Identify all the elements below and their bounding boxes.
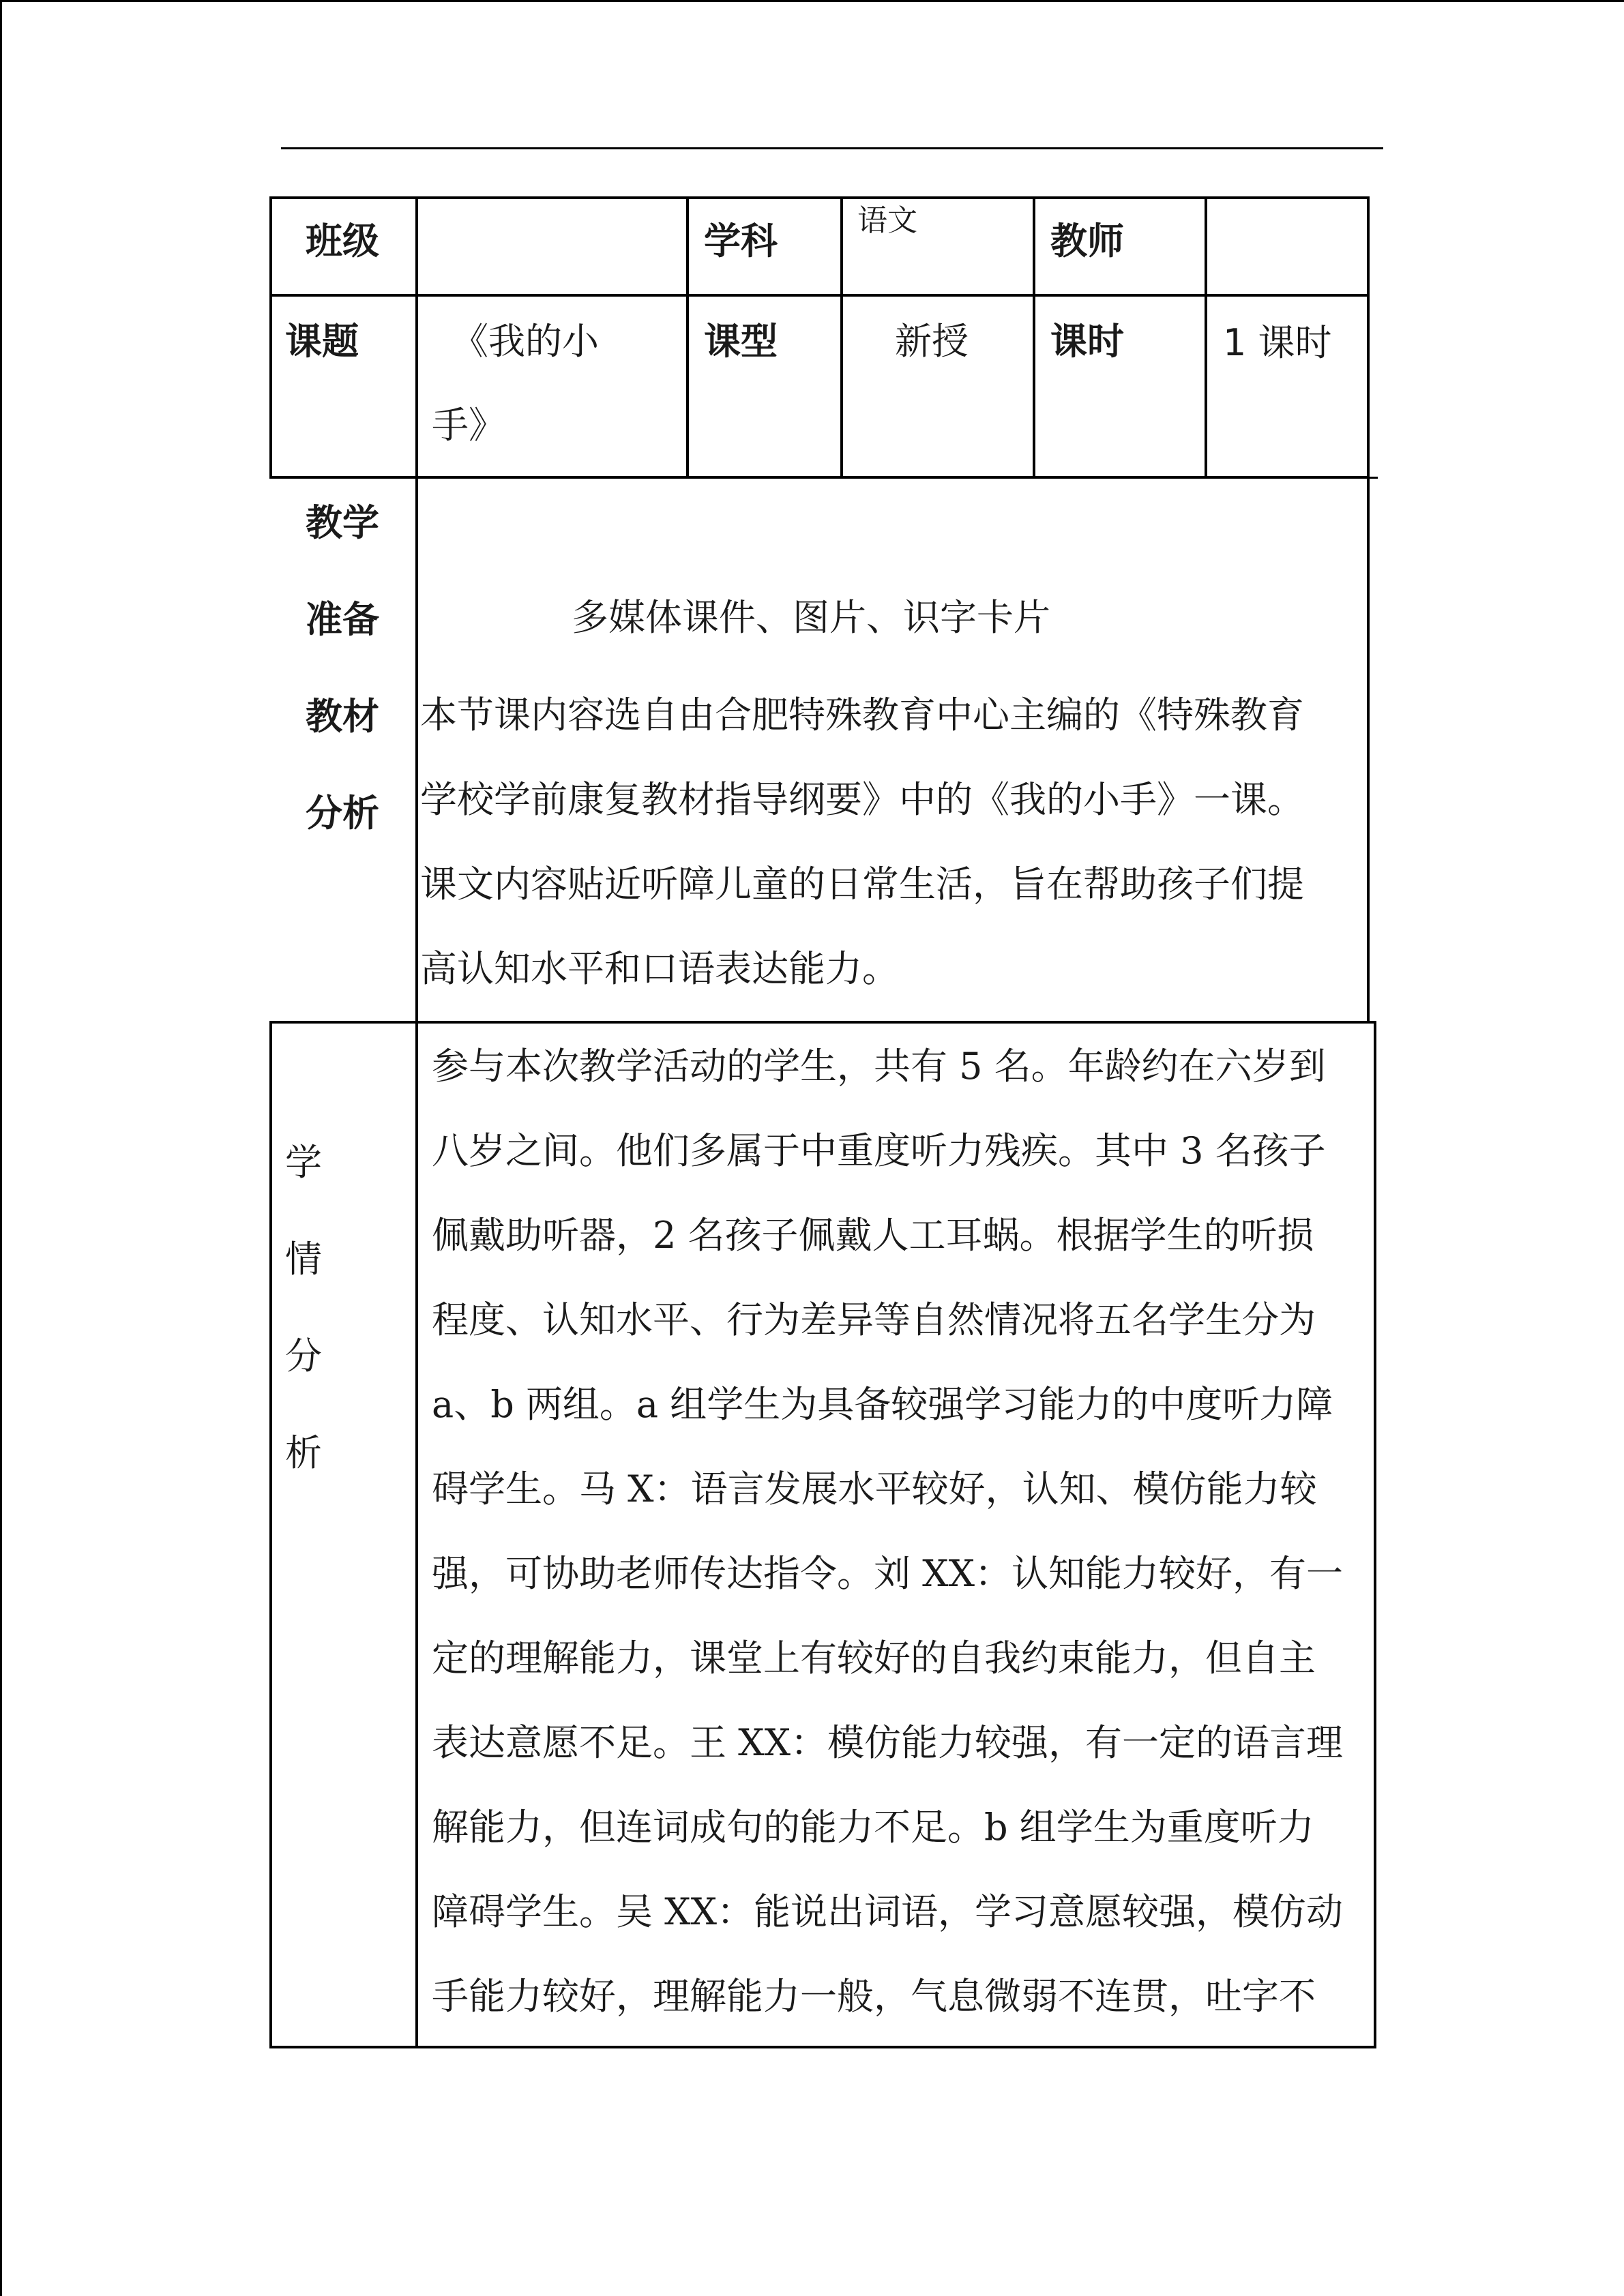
student-line: 手能力较好，理解能力一般，气息微弱不连贯，吐字不 (432, 1975, 1316, 2018)
student-line: 碍学生。马 X：语言发展水平较好，认知、模仿能力较 (432, 1467, 1317, 1510)
type-label: 课型 (704, 320, 778, 363)
student-line: 参与本次教学活动的学生，共有 5 名。年龄约在六岁到 (432, 1045, 1326, 1088)
col-divider (415, 196, 418, 479)
topic-value-line1: 《我的小 (452, 320, 599, 363)
analysis-line: 本节课内容选自由合肥特殊教育中心主编的《特殊教育 (420, 694, 1304, 736)
teacher-label: 教师 (1050, 220, 1124, 263)
student-line: 障碍学生。吴 XX：能说出词语，学习意愿较强，模仿动 (432, 1890, 1344, 1933)
page-frame-left (0, 0, 2, 2296)
col-divider (1205, 196, 1207, 479)
col-divider (415, 479, 418, 1023)
student-line: 佩戴助听器，2 名孩子佩戴人工耳蜗。根据学生的听损 (432, 1214, 1314, 1257)
student-line: 定的理解能力，课堂上有较好的自我约束能力，但自主 (432, 1637, 1316, 1680)
student-label-char: 分 (285, 1335, 322, 1377)
class-label: 班级 (306, 220, 379, 263)
student-label-char: 情 (285, 1238, 322, 1281)
student-line: 解能力，但连词成句的能力不足。b 组学生为重度听力 (432, 1806, 1314, 1849)
analysis-line: 高认知水平和口语表达能力。 (420, 947, 899, 990)
header-rule (281, 147, 1383, 149)
topic-value-line2: 手》 (432, 404, 505, 447)
student-line: a、b 两组。a 组学生为具备较强学习能力的中度听力障 (432, 1383, 1333, 1426)
analysis-line: 学校学前康复教材指导纲要》中的《我的小手》一课。 (420, 778, 1304, 821)
page-frame-top (0, 0, 1624, 2)
material-analysis (420, 673, 1304, 1011)
student-line: 八岁之间。他们多属于中重度听力残疾。其中 3 名孩子 (432, 1129, 1326, 1172)
prep-label-line: 分析 (306, 792, 379, 835)
col-divider (415, 1021, 418, 2048)
col-divider (840, 196, 843, 479)
student-analysis-text (432, 1024, 1343, 2039)
student-line: 表达意愿不足。王 XX：模仿能力较强，有一定的语言理 (432, 1721, 1344, 1764)
student-label-char: 析 (285, 1431, 322, 1474)
student-label-char: 学 (285, 1141, 322, 1184)
prep-materials: 多媒体课件、图片、识字卡片 (572, 596, 1050, 639)
hours-label: 课时 (1050, 320, 1124, 363)
col-divider (686, 196, 689, 479)
prep-label (306, 475, 379, 862)
hours-value: 1 课时 (1223, 321, 1332, 364)
type-value: 新授 (895, 320, 969, 363)
prep-label-line: 教材 (306, 695, 379, 738)
table-right-border (1367, 479, 1370, 1023)
student-analysis-label (283, 1114, 324, 1502)
prep-label-line: 准备 (306, 598, 379, 641)
col-divider (1033, 196, 1035, 479)
subject-label: 学科 (704, 220, 778, 263)
analysis-line: 课文内容贴近听障儿童的日常生活，旨在帮助孩子们提 (420, 863, 1304, 906)
student-line: 程度、认知水平、行为差异等自然情况将五名学生分为 (432, 1298, 1316, 1341)
subject-value: 语文 (857, 203, 917, 238)
prep-label-line: 教学 (306, 501, 379, 544)
topic-label: 课题 (285, 320, 359, 363)
student-line: 强，可协助老师传达指令。刘 XX：认知能力较好，有一 (432, 1552, 1344, 1595)
